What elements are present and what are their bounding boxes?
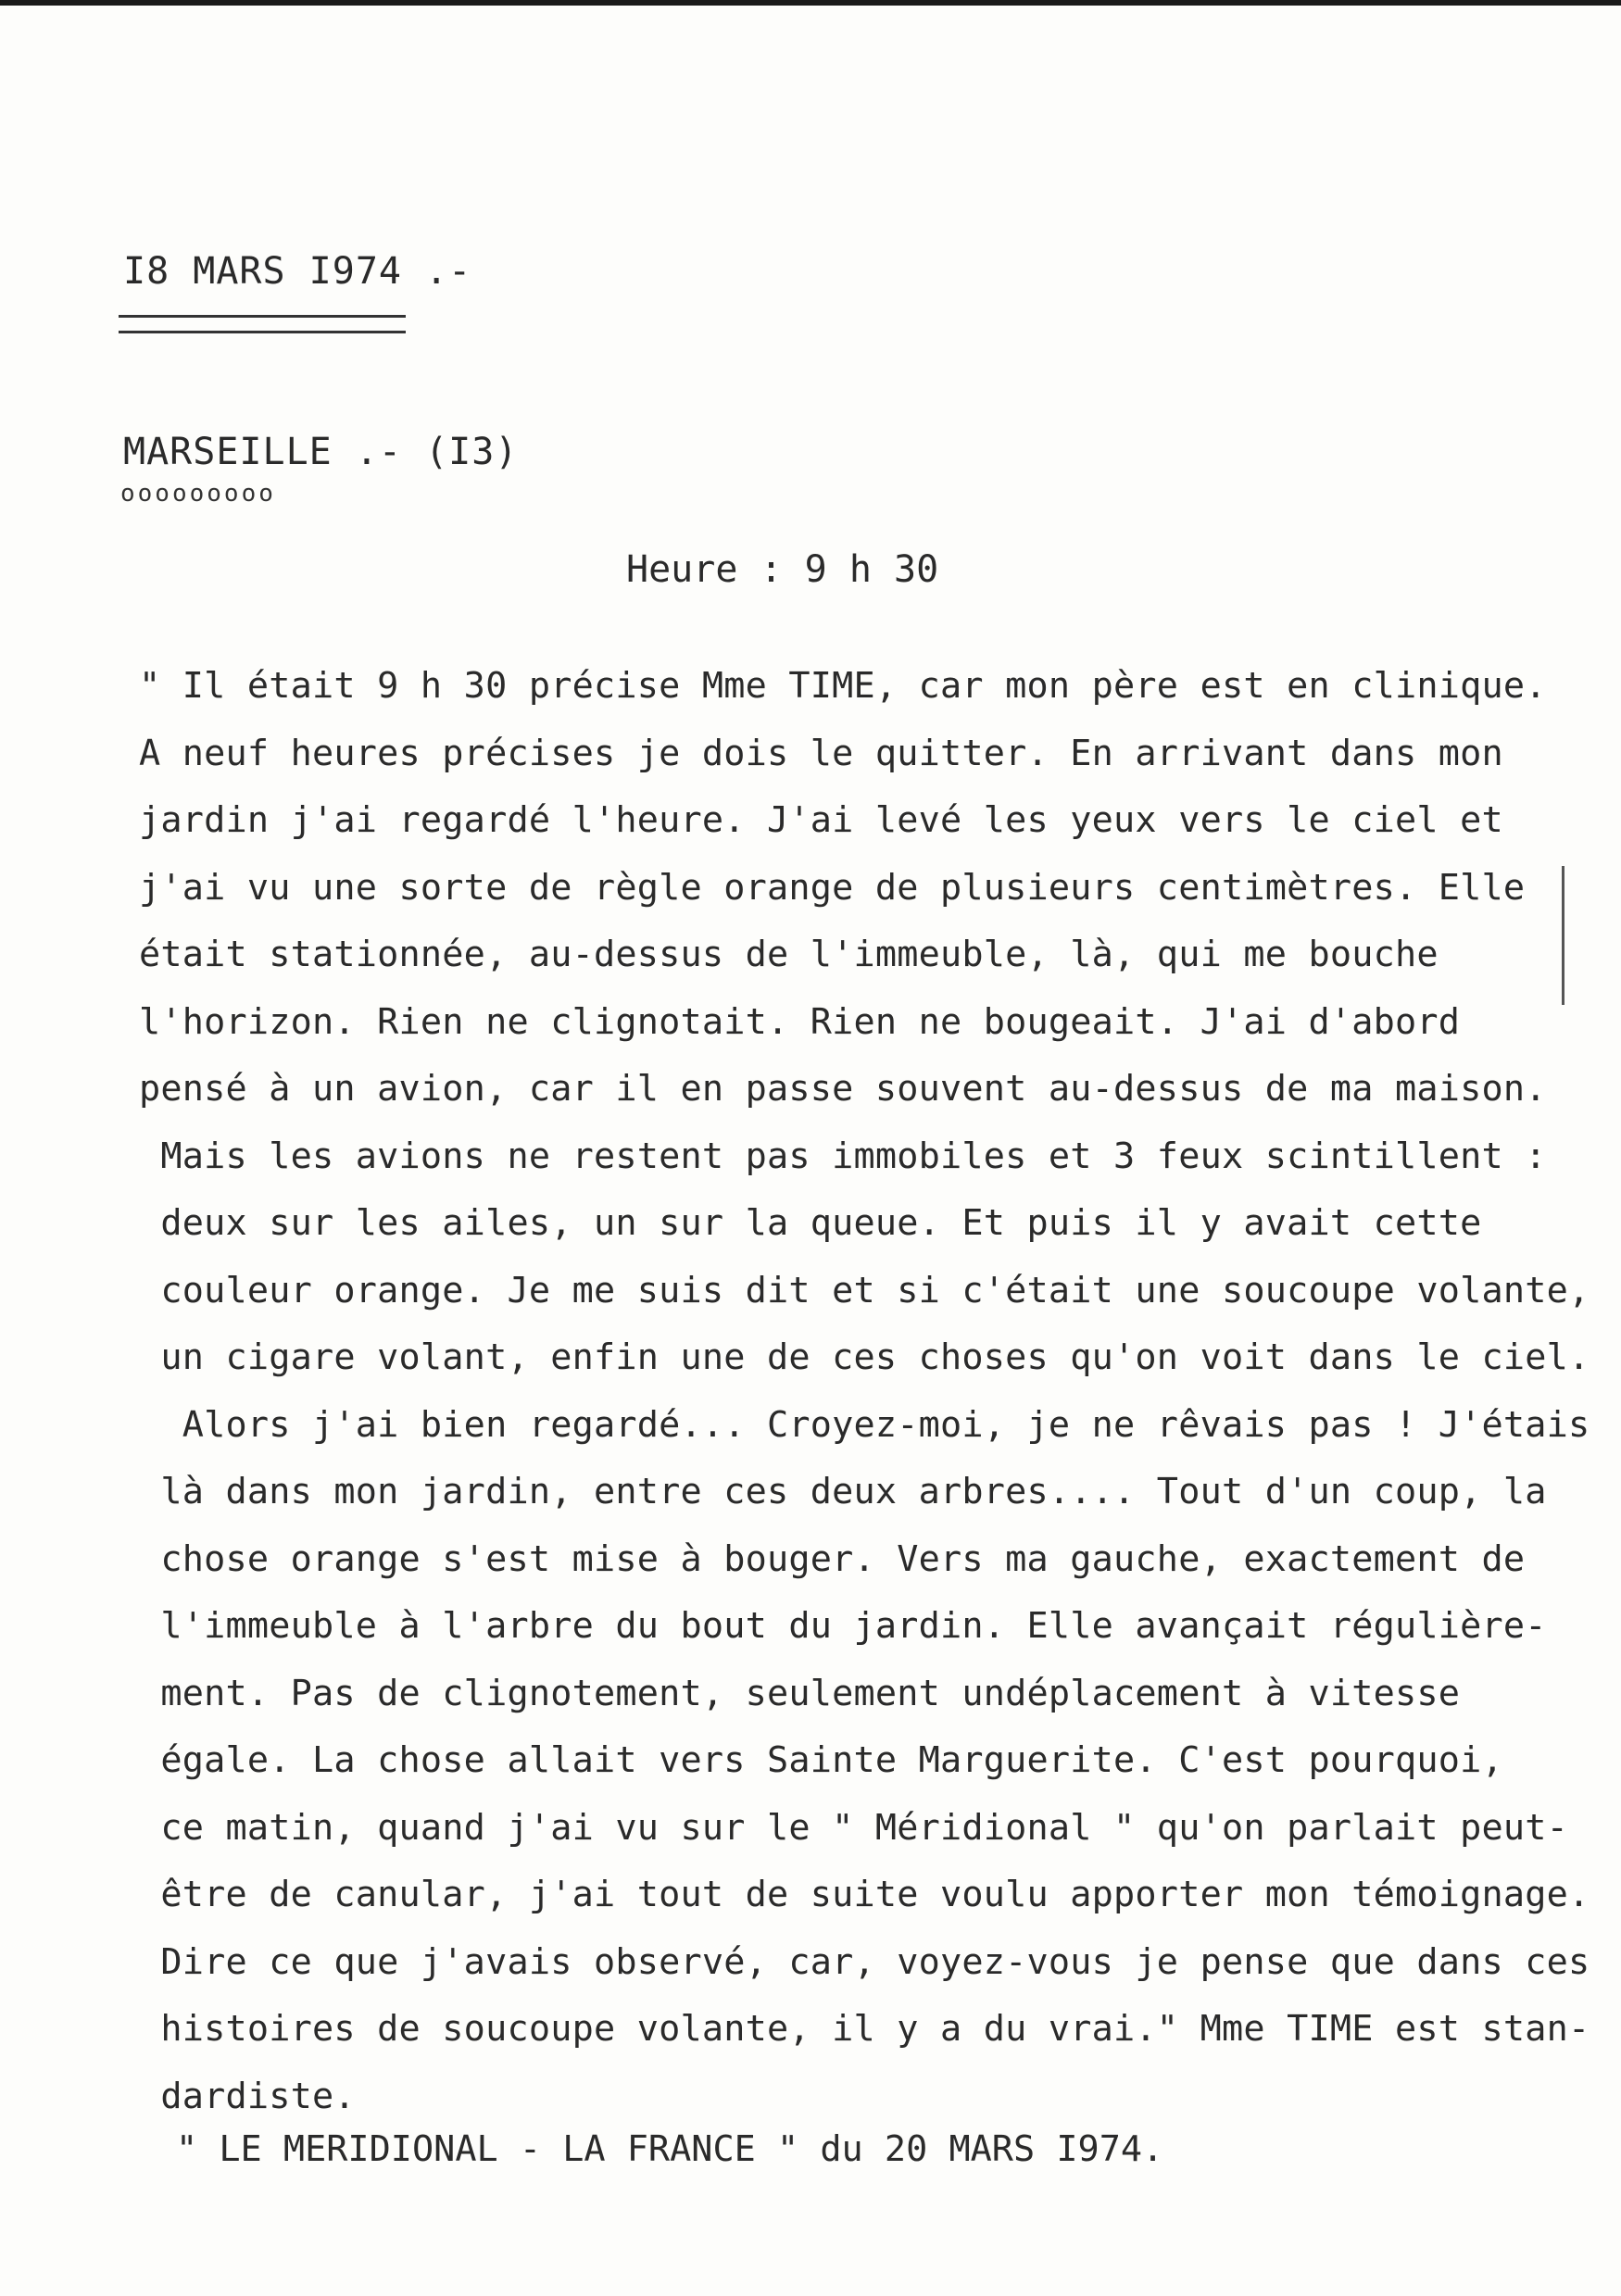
body-line: " Il était 9 h 30 précise Mme TIME, car mon père est en clinique. xyxy=(139,665,1547,707)
top-edge-rule xyxy=(0,0,1621,7)
hour-line: Heure : 9 h 30 xyxy=(626,548,939,591)
body-line: l'horizon. Rien ne clignotait. Rien ne bougeait. J'ai d'abord xyxy=(139,1000,1461,1043)
body-line: ce matin, quand j'ai vu sur le " Méridional " qu'on parlait peut- xyxy=(139,1806,1569,1849)
testimony-body xyxy=(139,653,1602,2130)
body-line: dardiste. xyxy=(139,2075,356,2117)
source-citation: " LE MERIDIONAL - LA FRANCE " du 20 MARS I974. xyxy=(176,2128,1164,2170)
body-line: jardin j'ai regardé l'heure. J'ai levé les yeux vers le ciel et xyxy=(139,799,1503,841)
body-line: ment. Pas de clignotement, seulement undéplacement à vitesse xyxy=(139,1672,1461,1714)
location-heading: MARSEILLE .- (I3) xyxy=(123,431,519,473)
body-line: j'ai vu une sorte de règle orange de plusieurs centimètres. Elle xyxy=(139,866,1526,909)
body-line: égale. La chose allait vers Sainte Marguerite. C'est pourquoi, xyxy=(139,1739,1503,1781)
body-line: A neuf heures précises je dois le quitter. En arrivant dans mon xyxy=(139,732,1503,774)
body-line: Alors j'ai bien regardé... Croyez-moi, je ne rêvais pas ! J'étais xyxy=(139,1403,1590,1446)
date-double-underline xyxy=(119,315,406,333)
body-line: pensé à un avion, car il en passe souvent au-dessus de ma maison. xyxy=(139,1068,1547,1110)
body-line: Mais les avions ne restent pas immobiles et 3 feux scintillent : xyxy=(139,1135,1547,1177)
body-line: deux sur les ailes, un sur la queue. Et puis il y avait cette xyxy=(139,1202,1482,1244)
body-line: un cigare volant, enfin une de ces choses qu'on voit dans le ciel. xyxy=(139,1336,1590,1378)
body-line: être de canular, j'ai tout de suite voulu apporter mon témoignage. xyxy=(139,1874,1590,1915)
date-heading: I8 MARS I974 .- xyxy=(123,250,472,293)
body-line: était stationnée, au-dessus de l'immeuble, là, qui me bouche xyxy=(139,934,1439,975)
body-line: là dans mon jardin, entre ces deux arbres.... Tout d'un coup, la xyxy=(139,1471,1547,1512)
body-line: l'immeuble à l'arbre du bout du jardin. Elle avançait régulière- xyxy=(139,1605,1547,1647)
location-underline: ooooooooo xyxy=(120,480,276,508)
body-line: couleur orange. Je me suis dit et si c'était une soucoupe volante, xyxy=(139,1269,1590,1311)
margin-bar xyxy=(1562,866,1564,1005)
body-line: Dire ce que j'avais observé, car, voyez-vous je pense que dans ces xyxy=(139,1940,1590,1983)
body-line: chose orange s'est mise à bouger. Vers ma gauche, exactement de xyxy=(139,1537,1526,1580)
body-line: histoires de soucoupe volante, il y a du vrai." Mme TIME est stan- xyxy=(139,2008,1590,2050)
